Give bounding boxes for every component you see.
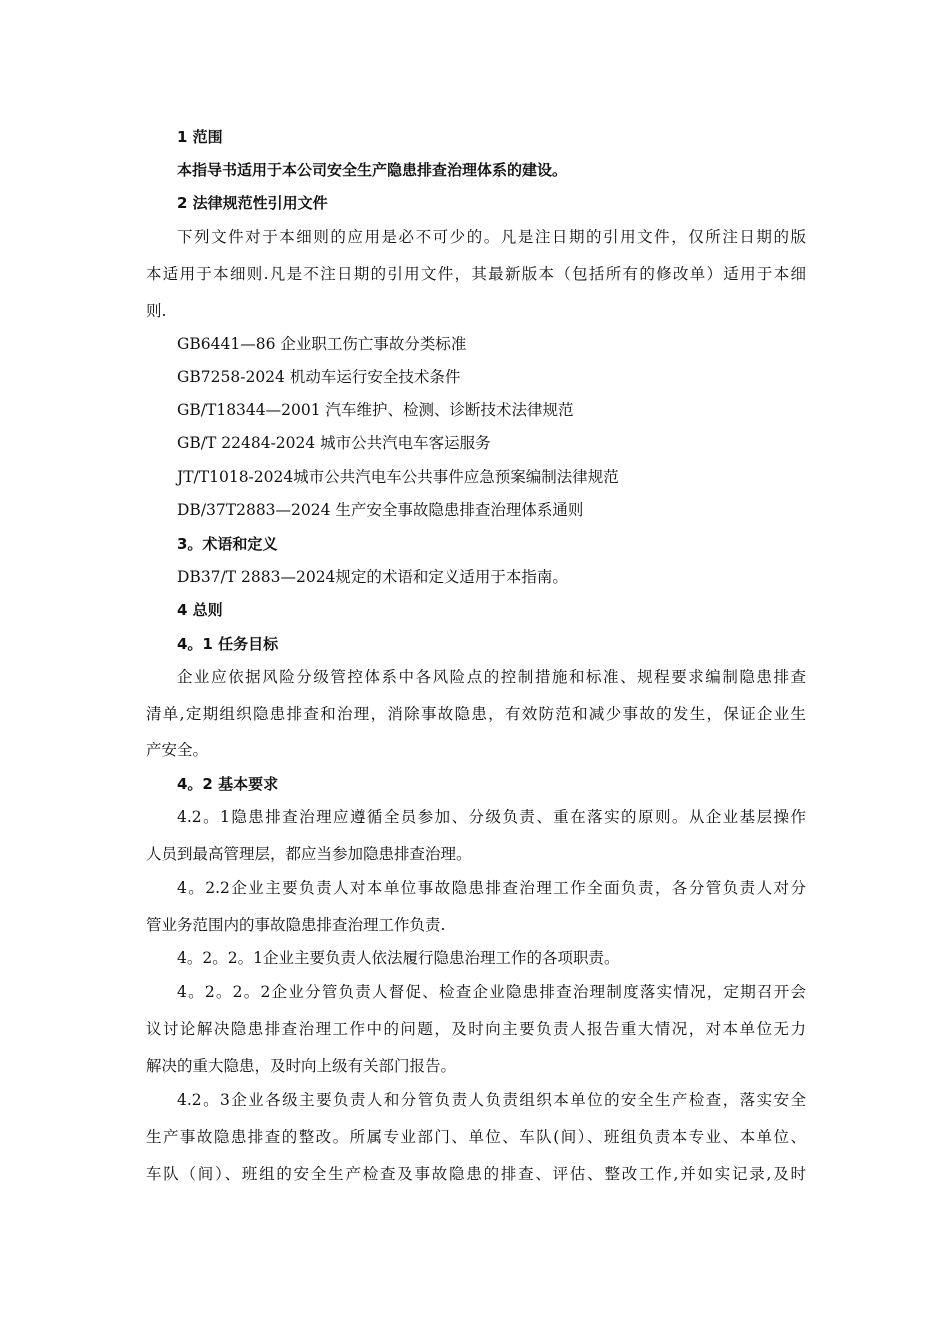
reference-item: GB7258-2024 机动车运行安全技术条件 <box>177 368 461 386</box>
references-intro-line: 下列文件对于本细则的应用是必不可少的。凡是注日期的引用文件，仅所注日期的版 <box>177 228 806 246</box>
heading-terms: 3。术语和定义 <box>177 535 278 553</box>
reference-item: GB6441—86 企业职工伤亡事故分类标准 <box>177 335 467 353</box>
goal-line: 企业应依据风险分级管控体系中各风险点的控制措施和标准、规程要求编制隐患排查 <box>177 668 806 686</box>
reference-item: DB/37T2883—2024 生产安全事故隐患排查治理体系通则 <box>177 501 584 519</box>
heading-general: 4 总则 <box>177 601 223 619</box>
clause-4-2-2-line: 4。2.2企业主要负责人对本单位事故隐患排查治理工作全面负责，各分管负责人对分 <box>177 879 806 897</box>
reference-item: GB/T18344—2001 汽车维护、检测、诊断技术法律规范 <box>177 401 574 419</box>
references-intro-line: 则. <box>146 302 167 320</box>
clause-4-2-2-line: 管业务范围内的事故隐患排查治理工作负责. <box>146 916 446 934</box>
clause-4-2-3-line: 生产事故隐患排查的整改。所属专业部门、单位、车队(间）、班组负责本专业、本单位、 <box>146 1128 806 1146</box>
clause-4-2-3-line: 车队（间）、班组的安全生产检查及事故隐患的排查、评估、整改工作,并如实记录,及时 <box>146 1165 806 1183</box>
heading-references: 2 法律规范性引用文件 <box>177 194 328 212</box>
clause-4-2-2-2-line: 4。2。2。2企业分管负责人督促、检查企业隐患排查治理制度落实情况，定期召开会 <box>177 983 806 1001</box>
heading-basic-requirements: 4。2 基本要求 <box>177 775 279 793</box>
terms-text: DB37/T 2883—2024规定的术语和定义适用于本指南。 <box>177 568 568 586</box>
scope-text: 本指导书适用于本公司安全生产隐患排查治理体系的建设。 <box>177 161 568 179</box>
references-intro-line: 本适用于本细则.凡是不注日期的引用文件，其最新版本（包括所有的修改单）适用于本细 <box>146 265 806 283</box>
clause-4-2-2-2-line: 解决的重大隐患，及时向上级有关部门报告。 <box>146 1057 457 1075</box>
clause-4-2-2-2-line: 议讨论解决隐患排查治理工作中的问题，及时向主要负责人报告重大情况，对本单位无力 <box>146 1020 806 1038</box>
reference-item: JT/T1018-2024城市公共汽电车公共事件应急预案编制法律规范 <box>177 468 619 486</box>
goal-line: 清单,定期组织隐患排查和治理，消除事故隐患，有效防范和减少事故的发生，保证企业生 <box>146 705 806 723</box>
heading-task-goal: 4。1 任务目标 <box>177 635 279 653</box>
reference-item: GB/T 22484-2024 城市公共汽电车客运服务 <box>177 434 491 452</box>
heading-scope: 1 范围 <box>177 128 223 146</box>
clause-4-2-1-line: 4.2。1隐患排查治理应遵循全员参加、分级负责、重在落实的原则。从企业基层操作 <box>177 808 806 826</box>
clause-4-2-2-1: 4。2。2。1企业主要负责人依法履行隐患治理工作的各项职责。 <box>177 949 620 967</box>
goal-line: 产安全。 <box>146 741 209 759</box>
clause-4-2-1-line: 人员到最高管理层，都应当参加隐患排查治理。 <box>146 845 472 863</box>
clause-4-2-3-line: 4.2。3企业各级主要负责人和分管负责人负责组织本单位的安全生产检查，落实安全 <box>177 1091 806 1109</box>
